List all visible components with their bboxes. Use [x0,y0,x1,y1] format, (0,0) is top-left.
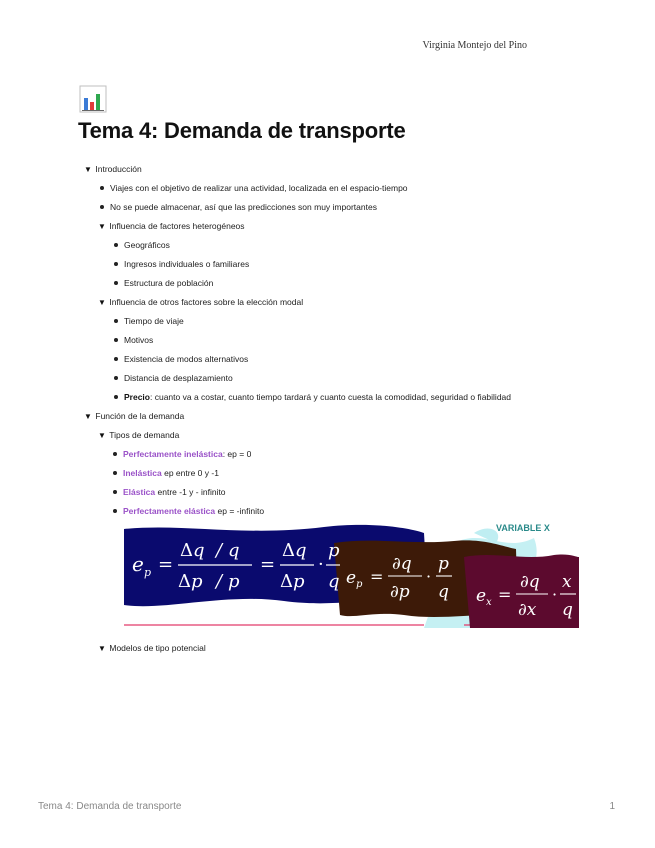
bullet-icon [113,471,117,475]
toggle-modelos-potencial[interactable]: ▼ Modelos de tipo potencial [98,643,206,653]
bullet-icon [100,205,104,209]
svg-text:Δq: Δq [282,540,307,561]
price-term: Precio [124,392,150,402]
triangle-down-icon[interactable]: ▼ [84,165,92,174]
svg-text:·: · [552,585,558,604]
list-item: Motivos [84,334,604,353]
svg-text:=: = [370,567,384,586]
list-item: Ingresos individuales o familiares [84,258,604,277]
toggle-eleccion-modal[interactable]: ▼ Influencia de otros factores sobre la elección modal [98,297,304,307]
highlighted-term: Elástica [123,487,156,497]
svg-text:q: q [228,540,240,561]
bullet-icon [113,452,117,456]
highlighted-term: Perfectamente inelástica [123,449,223,459]
list-item: Existencia de modos alternativos [84,353,604,372]
svg-text:∂q: ∂q [392,554,412,574]
svg-text:q: q [562,600,573,620]
triangle-down-icon[interactable]: ▼ [98,431,106,440]
svg-text:e: e [476,586,487,606]
svg-text:/: / [216,540,223,561]
bullet-icon [114,376,118,380]
svg-text:p: p [438,554,449,574]
banner-text: VARIABLE X [496,523,550,533]
outline [84,163,604,524]
section-label: Introducción [95,164,142,174]
list-item: Precio: cuanto va a costar, cuanto tiempo tardará y cuanto cuesta la comodidad, seguridad o fiabilidad [84,391,604,410]
triangle-down-icon[interactable]: ▼ [98,222,106,231]
svg-text:Δp: Δp [178,571,203,592]
svg-text:∂q: ∂q [520,572,540,592]
bullet-icon [114,262,118,266]
bullet-icon [114,357,118,361]
toggle-factores-heterogeneos[interactable]: ▼ Influencia de factores heterogéneos [98,221,245,231]
svg-text:=: = [158,554,174,575]
triangle-down-icon[interactable]: ▼ [84,412,92,421]
footer-title: Tema 4: Demanda de transporte [38,801,182,812]
bullet-icon [114,395,118,399]
page-title: Tema 4: Demanda de transporte [78,118,406,143]
svg-text:q: q [438,582,449,602]
list-item: Perfectamente elástica ep = -infinito [84,505,604,524]
svg-text:∂x: ∂x [518,600,537,620]
list-item: Tiempo de viaje [84,315,604,334]
page-number: 1 [609,801,615,812]
list-item: Perfectamente inelástica: ep = 0 [84,448,604,467]
svg-text:p: p [328,540,340,561]
svg-text:q: q [328,571,340,592]
list-item: No se puede almacenar, así que las predicciones son muy importantes [84,201,604,220]
svg-text:=: = [498,585,512,604]
list-item: Elástica entre -1 y - infinito [84,486,604,505]
svg-text:·: · [426,567,432,586]
bullet-icon [114,243,118,247]
svg-text:x: x [562,572,572,592]
list-item: Distancia de desplazamiento [84,372,604,391]
svg-text:x: x [486,597,492,608]
author-name: Virginia Montejo del Pino [422,40,527,51]
toggle-introduccion[interactable] [84,163,604,182]
svg-text:e: e [132,552,144,576]
bullet-icon [114,319,118,323]
svg-text:e: e [346,568,357,588]
elasticity-formula-image [124,523,579,628]
list-item: Viajes con el objetivo de realizar una actividad, localizada en el espacio-tiempo [84,182,604,201]
highlighted-term: Perfectamente elástica [123,506,216,516]
triangle-down-icon[interactable]: ▼ [98,644,106,653]
list-item: Geográficos [84,239,604,258]
bullet-icon [114,281,118,285]
svg-text:Δp: Δp [280,571,305,592]
svg-text:∂p: ∂p [390,582,410,602]
bullet-icon [113,509,117,513]
triangle-down-icon[interactable]: ▼ [98,298,106,307]
svg-text:p: p [228,571,240,592]
bullet-icon [100,186,104,190]
list-item: Estructura de población [84,277,604,296]
toggle-tipos-demanda[interactable]: ▼ Tipos de demanda [98,430,180,440]
list-item: Inelástica ep entre 0 y -1 [84,467,604,486]
svg-text:Δq: Δq [180,540,205,561]
bullet-icon [114,338,118,342]
toggle-funcion-demanda[interactable]: ▼ Función de la demanda [84,411,185,421]
bullet-icon [113,490,117,494]
outline-continued [84,642,604,661]
highlighted-term: Inelástica [123,468,162,478]
svg-text:p: p [356,579,363,590]
svg-text:p: p [144,566,152,579]
svg-text:/: / [216,571,223,592]
svg-text:=: = [260,554,276,575]
svg-text:·: · [318,554,324,575]
bar-chart-icon [78,84,108,114]
